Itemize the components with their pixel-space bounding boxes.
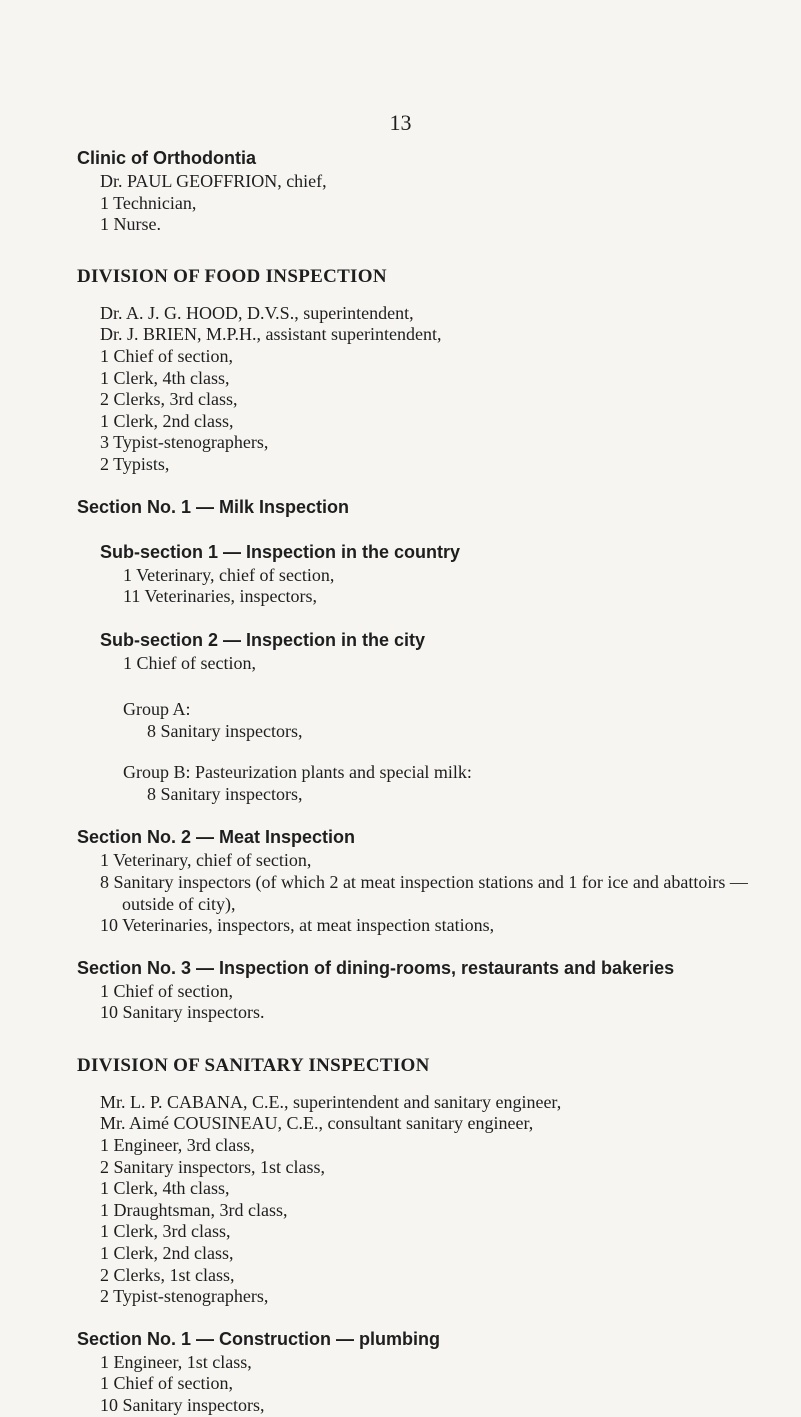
list-item: 2 Typists, — [100, 453, 170, 474]
section-title: Section No. 1 — Milk Inspection — [77, 496, 350, 517]
subsection-country-list — [123, 565, 777, 608]
list-item: 1 Clerk, 3rd class, — [100, 1221, 231, 1242]
section-title: Section No. 2 — Meat Inspection — [77, 827, 356, 848]
subsection-title: Sub-section 2 — Inspection in the city — [100, 629, 426, 650]
list-item: 2 Sanitary inspectors, 1st class, — [100, 1156, 325, 1177]
list-item: 10 Sanitary inspectors. — [100, 1002, 265, 1023]
list-item: 3 Typist-stenographers, — [100, 432, 269, 453]
list-item: 1 Chief of section, — [100, 980, 233, 1001]
food-division-staff-list — [100, 303, 777, 476]
list-item: 2 Clerks, 1st class, — [100, 1264, 235, 1285]
list-item: 1 Chief of section, — [123, 652, 256, 673]
list-item: 10 Veterinaries, inspectors, at meat inspection stations, — [100, 915, 495, 936]
clinic-staff-list — [100, 171, 777, 236]
list-item: Mr. L. P. CABANA, C.E., superintendent and sanitary engineer, — [100, 1091, 562, 1112]
food-division-title: DIVISION OF FOOD INSPECTION — [77, 265, 387, 287]
subsection-city — [100, 628, 777, 806]
list-item: 2 Typist-stenographers, — [100, 1286, 269, 1307]
construction-plumbing-section — [77, 1327, 777, 1417]
list-item: 11 Veterinaries, inspectors, — [123, 586, 317, 607]
subsection-city-list — [123, 653, 777, 675]
sanitary-division-title: DIVISION OF SANITARY INSPECTION — [77, 1054, 430, 1076]
list-item: 8 Sanitary inspectors, — [147, 784, 303, 805]
list-item: 1 Engineer, 3rd class, — [100, 1135, 255, 1156]
group-b-list — [147, 783, 777, 805]
list-item: 1 Chief of section, — [100, 345, 233, 366]
list-item: 1 Draughtsman, 3rd class, — [100, 1199, 288, 1220]
page-number: 13 — [389, 110, 412, 135]
sanitary-inspection-division — [77, 1053, 777, 1417]
construction-plumbing-list — [100, 1352, 777, 1417]
list-item: 1 Clerk, 4th class, — [100, 367, 230, 388]
dining-inspection-section — [77, 956, 777, 1024]
subsection-country — [100, 540, 777, 608]
section-title: Section No. 1 — Construction — plumbing — [77, 1328, 440, 1349]
subsection-title: Sub-section 1 — Inspection in the country — [100, 541, 461, 562]
clinic-title: Clinic of Orthodontia — [77, 148, 256, 168]
list-item: Mr. Aimé COUSINEAU, C.E., consultant sanitary engineer, — [100, 1113, 534, 1134]
list-item: 1 Veterinary, chief of section, — [100, 850, 312, 871]
list-item: 8 Sanitary inspectors (of which 2 at meat inspection stations and 1 for ice and abattoirs — outside of city), — [100, 871, 748, 914]
list-item: 1 Nurse. — [100, 214, 161, 235]
list-item: Dr. J. BRIEN, M.P.H., assistant superintendent, — [100, 324, 442, 345]
page-content — [77, 146, 777, 1417]
list-item: Dr. A. J. G. HOOD, D.V.S., superintendent, — [100, 302, 414, 323]
list-item: 1 Clerk, 2nd class, — [100, 1243, 234, 1264]
list-item: 1 Clerk, 4th class, — [100, 1178, 230, 1199]
list-item: 1 Veterinary, chief of section, — [123, 564, 335, 585]
milk-inspection-section — [77, 495, 777, 806]
list-item: 1 Chief of section, — [100, 1373, 233, 1394]
list-item: 1 Engineer, 1st class, — [100, 1351, 252, 1372]
clinic-orthodontia — [77, 146, 777, 236]
section-title: Section No. 3 — Inspection of dining-rooms, restaurants and bakeries — [77, 957, 675, 978]
food-inspection-division — [77, 264, 777, 1024]
sanitary-division-staff-list — [100, 1092, 777, 1308]
list-item: 2 Clerks, 3rd class, — [100, 389, 238, 410]
list-item: 1 Clerk, 2nd class, — [100, 410, 234, 431]
group-a-label: Group A: — [123, 699, 191, 720]
meat-inspection-section — [77, 825, 777, 936]
meat-inspection-list — [100, 850, 777, 936]
list-item: 8 Sanitary inspectors, — [147, 721, 303, 742]
group-b-label: Group B: Pasteurization plants and special milk: — [123, 762, 472, 783]
list-item: Dr. PAUL GEOFFRION, chief, — [100, 171, 327, 191]
list-item: 1 Technician, — [100, 192, 197, 213]
dining-inspection-list — [100, 981, 777, 1024]
list-item: 10 Sanitary inspectors, — [100, 1395, 265, 1415]
group-a-list — [147, 720, 777, 742]
